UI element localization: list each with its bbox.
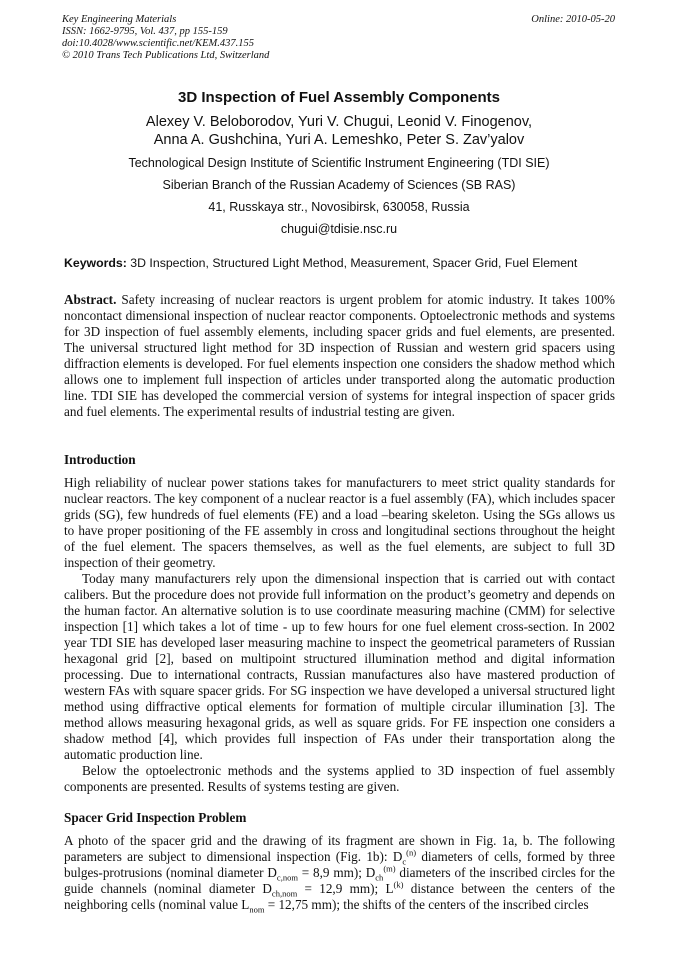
text-run: = 12,9 mm); L	[297, 881, 394, 896]
issn-line: ISSN: 1662-9795, Vol. 437, pp 155-159	[62, 26, 228, 37]
paper-title: 3D Inspection of Fuel Assembly Components	[178, 89, 500, 106]
spacer-grid-heading: Spacer Grid Inspection Problem	[64, 810, 247, 825]
affiliation-line-2: Siberian Branch of the Russian Academy of Sciences (SB RAS)	[162, 178, 516, 192]
introduction-paragraph-3: Below the optoelectronic methods and the systems applied to 3D inspection of fuel assembly components are presented. Results of systems testing are given.	[64, 763, 615, 794]
authors-line-2: Anna A. Gushchina, Yuri A. Lemeshko, Peter S. Zav’yalov	[153, 132, 525, 148]
introduction-paragraph-2: Today many manufacturers rely upon the dimensional inspection that is carried out with contact calibers. But the procedure does not provide full information on the product’s geometry and depends on the human factor. An alternative solution is to use coordinate measuring machine (CMM) for selective inspection [1] which takes a lot of time - up to few hours for one fuel element cross-section. In 2002 year TDI SIE has developed laser measuring machine to inspect the geometrical parameters of Russian hexagonal grid [2], based on multipoint structured illumination method and digital information processing. Due to international contracts, Russian manufactures also have mastered production of western FAs with square spacer grids. For SG inspection we have developed a universal structured light method using diffractive optical elements for formation of multiple circular illumination [3]. The method allows measuring hexagonal grids, as well as square grids. For FE inspection one considers a shadow method [4], which provides full inspection of FAs under their transportation along the automatic production line.	[64, 571, 615, 762]
keywords-label: Keywords:	[64, 256, 127, 270]
subscript: c,nom	[276, 872, 298, 883]
subscript: ch,nom	[271, 888, 298, 899]
superscript: (n)	[406, 847, 417, 858]
affiliation-line-3: 41, Russkaya str., Novosibirsk, 630058, Russia	[208, 200, 470, 214]
journal-name: Key Engineering Materials	[62, 14, 177, 25]
superscript: (k)	[393, 879, 404, 890]
subscript: c	[402, 856, 407, 867]
online-date: Online: 2010-05-20	[531, 14, 615, 25]
introduction-heading: Introduction	[64, 452, 136, 467]
abstract-text: Safety increasing of nuclear reactors is urgent problem for atomic industry. It takes 100% noncontact dimensional inspection of nuclear reactor components. Optoelectronic methods and systems for 3D inspection of fuel assembly elements, including spacer grids and fuel elements, are presented. The universal structured light method for 3D inspection of Russian and western grid spacers using diffraction elements is developed. For fuel elements inspection one considers the shadow method which allows one to implement full inspection of articles under transported along the automatic production line. TDI SIE has developed the commercial version of systems for integral inspection of spacer grids and fuel elements. The experimental results of industrial testing are given.	[64, 292, 615, 419]
page-header	[62, 14, 615, 62]
copyright-line: © 2010 Trans Tech Publications Ltd, Switzerland	[62, 50, 270, 61]
author-email: chugui@tdisie.nsc.ru	[280, 222, 398, 236]
subscript: nom	[249, 904, 265, 915]
text-run: distance between the centers of the neighboring cells (nominal value L	[64, 881, 615, 912]
spacer-grid-paragraph	[64, 833, 615, 913]
subscript: ch	[375, 872, 384, 883]
keywords	[64, 256, 615, 270]
superscript: (m)	[383, 863, 396, 874]
abstract-label: Abstract.	[64, 292, 117, 307]
author-list	[0, 113, 678, 149]
authors-line-1: Alexey V. Beloborodov, Yuri V. Chugui, Leonid V. Finogenov,	[145, 114, 533, 130]
abstract	[64, 292, 615, 420]
doi-line: doi:10.4028/www.scientific.net/KEM.437.155	[62, 38, 254, 49]
text-run: diameters of the inscribed circles for the guide channels (nominal diameter D	[64, 865, 615, 896]
text-run: A photo of the spacer grid and the drawing of its fragment are shown in Fig. 1a, b. The following parameters are subject to dimensional inspection (Fig. 1b): D	[64, 833, 615, 864]
text-run: = 12,75 mm); the shifts of the centers of the inscribed circles	[264, 897, 589, 912]
introduction-paragraph-1: High reliability of nuclear power stations takes for manufacturers to meet strict quality standards for nuclear reactors. The key component of a nuclear reactor is a fuel assembly (FA), which includes spacer grids (SG), few hundreds of fuel elements (FE) and a load –bearing skeleton. Using the SGs allows us to have proper positioning of the FE assembly in cross and longitudinal sections throughout the height of the fuel element. The spacers themselves, as well as the fuel elements, are subject to full 3D inspection of their geometry.	[64, 475, 615, 570]
keywords-text: 3D Inspection, Structured Light Method, Measurement, Spacer Grid, Fuel Element	[130, 256, 578, 270]
text-run: diameters of cells, formed by three bulges-protrusions (nominal diameter D	[64, 849, 615, 880]
affiliation-line-1: Technological Design Institute of Scientific Instrument Engineering (TDI SIE)	[128, 156, 550, 170]
text-run: = 8,9 mm); D	[297, 865, 376, 880]
